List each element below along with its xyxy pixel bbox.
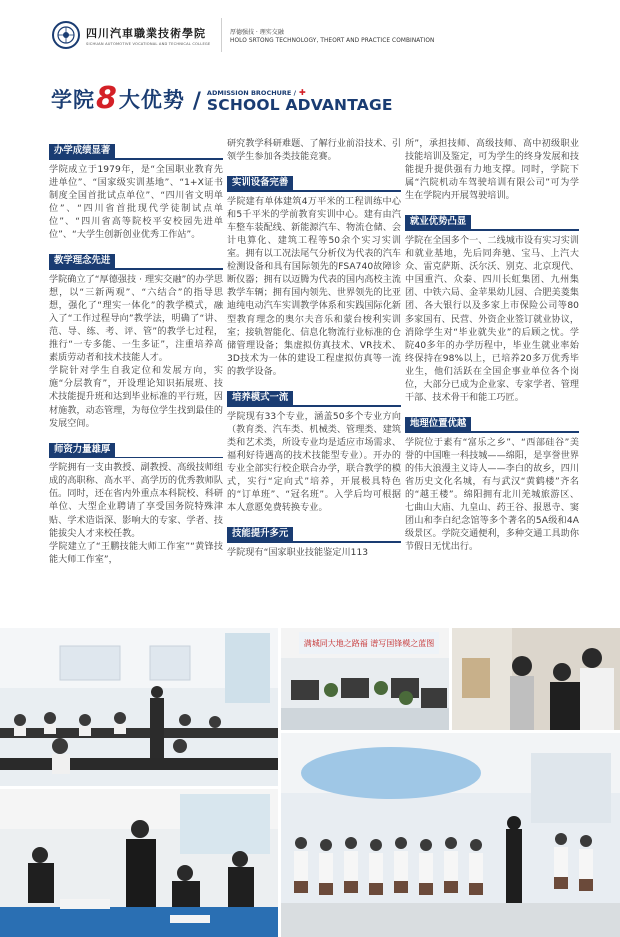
school-name-cn: 四川汽車職業技術學院	[86, 26, 206, 40]
school-name-en: SICHUAN AUTOMOTIVE VOCATIONAL AND TECHNICAL COLLEGE	[86, 41, 211, 46]
section-divider	[49, 158, 223, 160]
section-training-model	[227, 385, 401, 515]
section-title: 实训设备完善	[227, 176, 293, 190]
page-title	[51, 82, 393, 114]
section-facilities	[227, 170, 401, 379]
section-paragraph-continued: 研究教学科研难题、了解行业前沿技术、引领学生参加各类技能竞赛。	[227, 139, 401, 163]
section-title: 就业优势凸显	[405, 215, 471, 229]
section-title: 办学成绩显著	[49, 144, 115, 158]
section-employment	[405, 209, 579, 405]
section-paragraph: 学院拥有一支由教授、副教授、高级技师组成的高职称、高水平、高学历的优秀教师队伍。同时，还在省内外重点本科院校、科研单位、大型企业聘请了享受国务院特殊津贴、学术造诣深、影响大的专家、学者、技能拔尖人才来校任教。	[49, 463, 223, 539]
section-achievements	[49, 138, 223, 242]
section-location	[405, 411, 579, 554]
section-title: 地理位置优越	[405, 417, 471, 431]
section-divider	[405, 229, 579, 231]
section-paragraph: 学院成立于1979年，是“全国职业教育先进单位”、“国家级实训基地”、“1+X证书制度全国首批试点单位”、“四川省文明单位”、“四川省首批现代学徒制试点单位”、“四川省高等院校平安校园先进单位”、“大学生创新创业优秀工作站”。	[49, 164, 223, 240]
title-suffix: 大优势	[118, 88, 185, 112]
section-divider	[49, 268, 223, 270]
photo-classroom-lecture	[0, 628, 278, 786]
section-paragraph: 学院建有单体建筑4万平米的工程训练中心和5千平米的学前教育实训中心。建有由汽车整车装配线、新能源汽车、物流仓储、会计电算化、建筑工程等50余个实习实训室。拥有以工况法尾气分析仪为代表的汽车检测设备和具有国际领先的FSA740故障诊断仪器；拥有以迈腾为代表的国内高校主流教学车辆；拥有国内领先、世界领先的比亚迪纯电动汽车实训教学体系和实践国际化新型教育理念的奥尔夫音乐和蒙台梭利实训室；接轨智能化、信息化物流行业标准的仓储管理设备；集虚拟仿真技术、VR技术、3D技术为一体的建设工程虚拟仿真等一流的教学设备。	[227, 196, 401, 377]
section-paragraph: 学院现有33个专业，涵盖50多个专业方向（教育类、汽车类、机械类、管理类、建筑类和艺术类，所设专业均是适应市场需求、福利好待遇高的技术技能型专业）。开办的专业全部实行校企联合办学，联合教学的模式，实行“定向式”培养，开展极具特色的“订单班”、“冠名班”。入学后均可根据本人意愿免费转换专业。	[227, 411, 401, 514]
section-divider	[227, 541, 401, 543]
motto-cn: 厚德强技 · 理实交融	[230, 28, 284, 36]
section-teaching-philosophy	[49, 248, 223, 431]
section-divider	[227, 190, 401, 192]
photo-computer-lab	[281, 628, 449, 730]
section-paragraph: 学院针对学生自我定位和发展方向，实施“分层教育”，开设理论知识拓展班、技术技能提升班和达到毕业标准的平行班，因材施教，动态管理，为每位学生找到最佳的发展空间。	[49, 366, 223, 429]
section-paragraph: 学院在全国多个一、二线城市设有实习实训和就业基地，先后同奔驰、宝马、上汽大众、雷克萨斯、沃尔沃、别克、北京现代、中国重汽、众泰、四川长虹集团、九州集团、中铁六局、金苹果幼儿园、合肥美菱集团、各大银行以及多家上市保险公司等80多家国有、民营、外资企业签订就业协议，消除学生对“毕业就失业”的后顾之忧。学院40多年的办学历程中，毕业生就业率始终保持在98%以上，已培养20多万优秀毕业生，他们活跃在全国企事业单位各个岗位，大部分已成为企业家、专家学者、管理干部、技术骨干和能工巧匠。	[405, 235, 579, 404]
section-paragraph: 学院现有“国家职业技能鉴定川113	[227, 547, 369, 558]
section-faculty	[49, 437, 223, 567]
title-en-big: SCHOOL ADVANTAGE	[206, 96, 393, 114]
section-paragraph: 学院建立了“王鹏技能大师工作室”“黄锋技能大师工作室”，	[49, 541, 223, 565]
photo-classroom-study	[0, 789, 278, 937]
section-paragraph: 学院确立了“厚德强技 · 理实交融”的办学思想，以“三新两观”、“六结合”的指导思想，强化了“理实一体化”的教学模式，融入了“工作过程导向”教学法，明确了“讲、范、导、练、考、评、管”的教学七过程，推行“一专多能、一生多证”，注重培养高素质劳动者和技术技能人才。	[49, 274, 223, 364]
page-header	[44, 18, 620, 52]
workshop-banner-text: 满城同大地之路福 谱写国锋模之蓝图	[303, 639, 435, 648]
section-title: 教学理念先进	[49, 254, 115, 268]
section-divider	[405, 431, 579, 433]
photo-dance-room	[281, 733, 620, 937]
section-title: 培养模式一流	[227, 391, 293, 405]
section-paragraph: 学院位于素有“富乐之乡”、“西部硅谷”美誉的中国唯一科技城——绵阳，是享誉世界的伟大浪漫主义诗人——李白的故乡，四川省历史文化名城，有与武汉“黄鹤楼”齐名的“越王楼”。绵阳拥有北川羌城旅游区、七曲山大庙、九皇山、药王谷、报恩寺、窦团山和李白纪念馆等多个著名的5A级和4A级景区。学院交通便利，多种交通工具助你节假日无忧出行。	[405, 437, 579, 553]
school-motto	[230, 27, 434, 44]
column-3	[405, 138, 579, 561]
section-skills	[227, 521, 401, 561]
school-emblem-icon	[52, 21, 80, 49]
motto-en: HOLO SRTONG TECHNOLOGY, THEORT AND PRACTICE COMBINATION	[230, 37, 435, 44]
section-title: 师资力量雄厚	[49, 443, 115, 457]
column-2	[227, 138, 401, 567]
section-title: 技能提升多元	[227, 527, 293, 541]
section-paragraph-continued: 所”，承担技师、高级技师、高中初级职业技能培训及鉴定，可为学生的终身发展和技能提升提供强有力地支撑。同时，学院下属“汽院机动车驾驶培训有限公司”可为学生在学院内开展驾驶培训。	[405, 139, 579, 202]
section-divider	[227, 405, 401, 407]
section-divider	[49, 457, 223, 459]
title-number: 8	[96, 81, 118, 116]
red-cross-icon: ✚	[299, 88, 306, 97]
title-prefix: 学院	[51, 88, 95, 112]
column-1	[49, 138, 223, 573]
school-logo	[44, 18, 222, 52]
photo-art-class	[452, 628, 620, 730]
admission-brochure-label: ADMISSION BROCHURE /	[206, 88, 297, 97]
title-slash: /	[192, 89, 201, 114]
